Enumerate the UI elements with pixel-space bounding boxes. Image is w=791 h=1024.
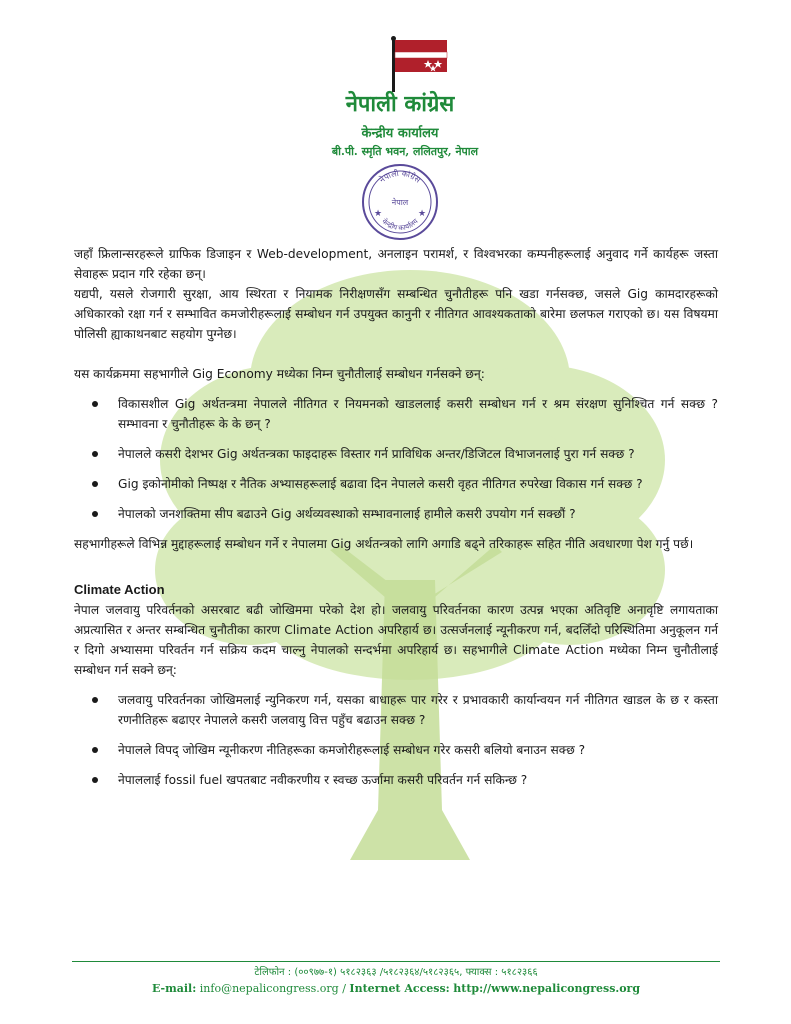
footer-separator: /: [342, 982, 346, 995]
seal-top-text: नेपाली कांग्रेस: [377, 168, 423, 185]
email-label: E-mail:: [151, 982, 197, 995]
party-name: नेपाली कांग्रेस: [345, 91, 455, 117]
list-item: नेपाललाई fossil fuel खपतबाट नवीकरणीय र स्वच्छ ऊर्जामा कसरी परिवर्तन गर्न सकिन्छ ?: [118, 770, 718, 790]
gig-questions-list: [74, 394, 718, 524]
list-item: नेपालको जनशक्तिमा सीप बढाउने Gig अर्थव्यवस्थाको सम्भावनालाई हामीले कसरी उपयोग गर्न सक्छौं ?: [118, 504, 718, 524]
paragraph-freelance: जहाँ फ्रिलान्सरहरूले ग्राफिक डिजाइन र Web-development, अनलाइन परामर्श, र विश्वभरका कम्पनीहरूलाई अनुवाद गर्ने कार्यहरू जस्ता सेवाहरू प्रदान गरि रहेका छन्।: [74, 247, 718, 281]
paragraph-gig-intro: यस कार्यक्रममा सहभागीले Gig Economy मध्येका निम्न चुनौतीलाई सम्बोधन गर्नसक्ने छन्:: [74, 367, 485, 381]
official-seal: [360, 162, 440, 242]
internet-label: Internet Access:: [349, 982, 450, 995]
list-item: विकासशील Gig अर्थतन्त्रमा नेपालले नीतिगत र नियमनको खाडललाई कसरी सम्बोधन गर्न र श्रम संरक्षण सुनिश्चित गर्न सक्छ ? सम्भावना र चुनौतीहरू के के छन् ?: [118, 394, 718, 434]
email-link[interactable]: info@nepalicongress.org: [199, 982, 339, 995]
paragraph-policy-concept: सहभागीहरूले विभिन्न मुद्दाहरूलाई सम्बोधन गर्ने र नेपालमा Gig अर्थतन्त्रको लागि अगाडि बढ्ने तरिकाहरू सहित नीति अवधारणा पेश गर्नु पर्छ।: [74, 537, 694, 551]
paragraph-gig-challenges: यद्यपी, यसले रोजगारी सुरक्षा, आय स्थिरता र नियामक निरीक्षणसँग सम्बन्धित चुनौतीहरू पनि खडा गर्नसक्छ, जसले Gig कामदारहरूको अधिकारको रक्षा गर्न र सम्भावित कमजोरीहरूलाई सम्बोधन गर्न उपयुक्त कानुनी र नीतिगत आवश्यकताको बारेमा छलफल गराएको छ। यस विषयमा पोलिसी ह्याकाथनबाट सहयोग पुग्नेछ।: [74, 287, 718, 341]
section-title-climate: Climate Action: [74, 582, 165, 597]
seal-star-icon: ★: [374, 209, 383, 219]
list-item: Gig इकोनोमीको निष्पक्ष र नैतिक अभ्यासहरूलाई बढावा दिन नेपालले कसरी वृहत नीतिगत रुपरेखा विकास गर्न सक्छ ?: [118, 474, 718, 494]
website-link[interactable]: http://www.nepalicongress.org: [453, 982, 641, 995]
letterhead: [0, 30, 791, 233]
list-item: नेपालले विपद् जोखिम न्यूनीकरण नीतिहरूका कमजोरीहरूलाई सम्बोधन गरेर कसरी बलियो बनाउन सक्छ ?: [118, 740, 718, 760]
office-address: बी.पी. स्मृति भवन, ललितपुर, नेपाल: [331, 145, 479, 158]
footer-divider: [72, 961, 720, 962]
seal-center-text: नेपाल: [391, 198, 409, 207]
list-item: जलवायु परिवर्तनका जोखिमलाई न्युनिकरण गर्न, यसका बाधाहरू पार गरेर र प्रभावकारी कार्यान्वयन गर्न नीतिगत खाडल के छ र कस्ता रणनीतिहरू बढाएर नेपालले कसरी जलवायु वित्त पहुँच बढाउन सक्छ ?: [118, 690, 718, 730]
seal-bottom-text: केन्द्रीय कार्यालय: [380, 217, 420, 233]
list-item: नेपालले कसरी देशभर Gig अर्थतन्त्रका फाइदाहरू विस्तार गर्न प्राविधिक अन्तर/डिजिटल विभाजनलाई पुरा गर्न सक्छ ?: [118, 444, 718, 464]
footer-phone: टेलिफोन : (००९७७-१) ५१८२३६३ /५१८२३६४/५१८२३६५, फ्याक्स : ५१८२३६६: [254, 967, 538, 978]
paragraph-climate: नेपाल जलवायु परिवर्तनको असरबाट बढी जोखिममा परेको देश हो। जलवायु परिवर्तनका कारण उत्पन्न भएका अतिवृष्टि अनावृष्टि लगायताका अप्रत्यासित र अन्तर सम्बन्धित चुनौतीका कारण Climate Action अपरिहार्य छ। उत्सर्जनलाई न्यूनीकरण गर्न, बदलिँदो परिस्थितिमा अनुकूलन गर्न र दिगो अभ्यासमा परिवर्तन गर्न सक्रिय कदम चाल्नु नेपालको सन्दर्भमा अपरिहार्य छ। सहभागीले Climate Action मध्येका निम्न चुनौतीलाई सम्बोधन गर्न सक्ने छन्:: [74, 603, 718, 677]
party-flag-icon: [388, 36, 452, 92]
office-name: केन्द्रीय कार्यालय: [361, 126, 439, 141]
letter-body: [74, 244, 718, 800]
footer-contact: [72, 982, 720, 995]
climate-questions-list: [74, 690, 718, 790]
svg-text:नेपाली कांग्रेस: [377, 168, 423, 185]
seal-star-icon: ★: [418, 209, 427, 219]
